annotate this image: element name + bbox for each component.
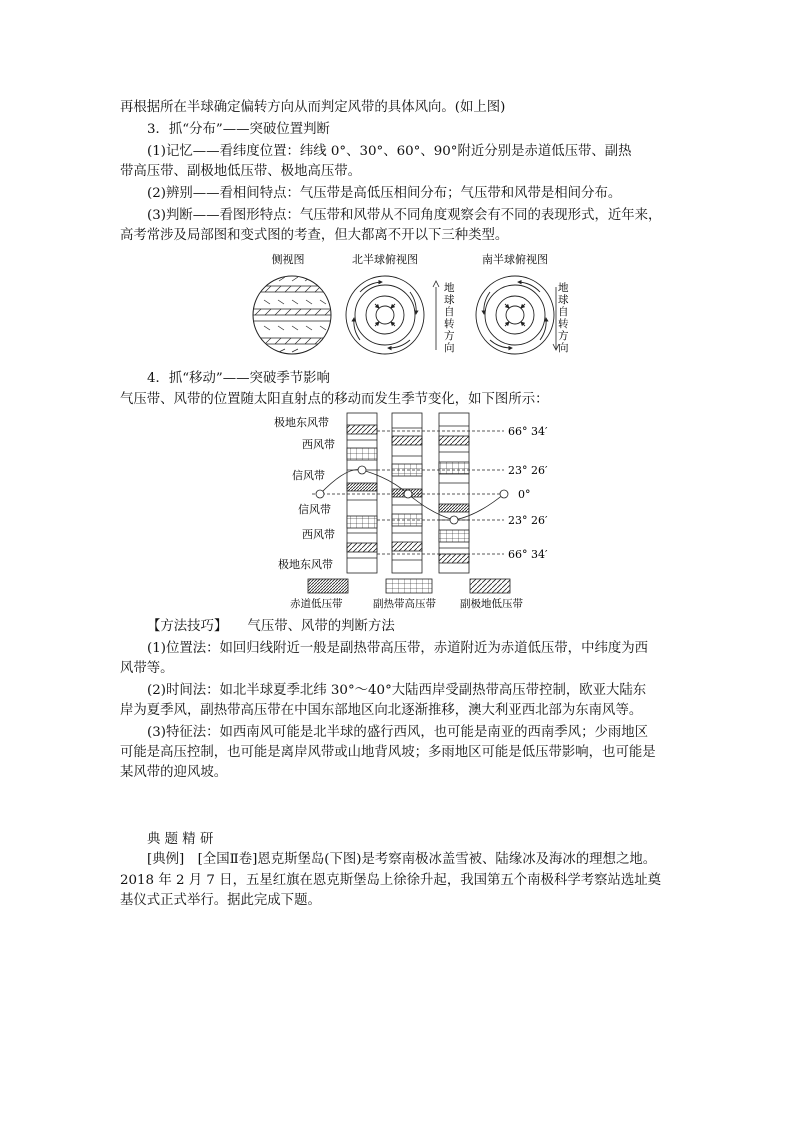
text-line: 某风带的迎风坡。: [120, 765, 228, 780]
section-title: 典 题 精 研: [147, 832, 214, 847]
legend-label: 副热带高压带: [373, 598, 436, 610]
svg-text:自: 自: [444, 306, 455, 318]
latitude-label: 66° 34′: [508, 548, 548, 561]
svg-text:向: 向: [444, 342, 455, 354]
south-view-globe: [476, 276, 554, 354]
row-label: 信风带: [298, 503, 331, 516]
rotation-label-north: [433, 281, 455, 354]
legend: [308, 579, 510, 593]
text-line: (2)辨别——看相间特点：气压带是高低压相间分布；气压带和风带是相间分布。: [147, 186, 622, 201]
rotation-label-south: [553, 281, 569, 354]
row-label: 极地东风带: [274, 416, 329, 429]
legend-label: 赤道低压带: [290, 598, 343, 610]
text-line: 气压带、风带的位置随太阳直射点的移动而发生季节变化，如下图所示：: [120, 392, 549, 407]
column-northern-summer: [347, 413, 377, 573]
text-line: (1)记忆——看纬度位置：纬线 0°、30°、60°、90°附近分别是赤道低压带、副热: [147, 144, 632, 159]
text-line: (2)时间法：如北半球夏季北纬 30°～40°大陆西岸受副热带高压带控制，欧亚大陆东: [147, 683, 647, 698]
svg-text:方: 方: [558, 330, 569, 342]
latitude-label: 66° 34′: [508, 425, 548, 438]
section-heading: 3．抓“分布”——突破位置判断: [147, 122, 330, 137]
north-view-globe: [346, 276, 424, 354]
row-label: 极地东风带: [278, 558, 333, 571]
text-line: 再根据所在半球确定偏转方向从而判定风带的具体风向。(如上图): [120, 100, 506, 115]
text-line: 带高压带、副极地低压带、极地高压带。: [120, 164, 362, 179]
title-side-view: 侧视图: [271, 253, 305, 266]
text-line: 风带等。: [120, 661, 174, 676]
text-line: (3)判断——看图形特点：气压带和风带从不同角度观察会有不同的表现形式，近年来，: [147, 208, 662, 223]
text-line: 基仪式正式举行。据此完成下题。: [120, 893, 321, 908]
svg-text:转: 转: [558, 318, 569, 330]
title-south-view: 南半球俯视图: [482, 253, 548, 266]
text-line: (3)特征法：如西南风可能是北半球的盛行西风，也可能是南亚的西南季风；少雨地区: [147, 725, 649, 740]
text-line: 可能是高压控制，也可能是离岸风带或山地背风坡；多雨地区可能是低压带影响，也可能是: [120, 745, 656, 760]
text-line: 2018 年 2 月 7 日，五星红旗在恩克斯堡岛上徐徐升起，我国第五个南极科学考察站选址奠: [120, 873, 662, 888]
figure-seasonal-shift: [272, 408, 552, 613]
svg-text:地: 地: [444, 282, 455, 294]
svg-text:自: 自: [558, 306, 569, 318]
legend-label: 副极地低压带: [460, 598, 523, 610]
svg-text:向: 向: [558, 342, 569, 354]
section-heading: 4．抓“移动”——突破季节影响: [147, 371, 330, 386]
text-line: 岸为夏季风，副热带高压带在中国东部地区向北逐渐推移，澳大利亚西北部为东南风等。: [120, 703, 643, 718]
figure-views: [250, 252, 570, 360]
latitude-label: 23° 26′: [508, 464, 548, 477]
svg-text:转: 转: [444, 318, 455, 330]
column-southern-summer: [439, 413, 469, 573]
svg-text:地: 地: [558, 282, 569, 294]
svg-text:球: 球: [444, 294, 455, 306]
row-label: 西风带: [302, 528, 335, 541]
latitude-label: 0°: [518, 488, 531, 501]
row-label: 西风带: [302, 438, 335, 451]
method-heading: 【方法技巧】 气压带、风带的判断方法: [147, 619, 395, 634]
text-line: 高考常涉及局部图和变式图的考查，但大都离不开以下三种类型。: [120, 228, 509, 243]
side-view-globe: [250, 276, 340, 354]
latitude-label: 23° 26′: [508, 514, 548, 527]
svg-text:方: 方: [444, 330, 455, 342]
text-line: [典例] [全国Ⅱ卷]恩克斯堡岛(下图)是考察南极冰盖雪被、陆缘冰及海冰的理想之地。: [147, 852, 657, 867]
row-label: 信风带: [292, 469, 325, 482]
svg-text:球: 球: [558, 294, 569, 306]
title-north-view: 北半球俯视图: [352, 253, 418, 266]
text-line: (1)位置法：如回归线附近一般是副热带高压带，赤道附近为赤道低压带，中纬度为西: [147, 641, 649, 656]
